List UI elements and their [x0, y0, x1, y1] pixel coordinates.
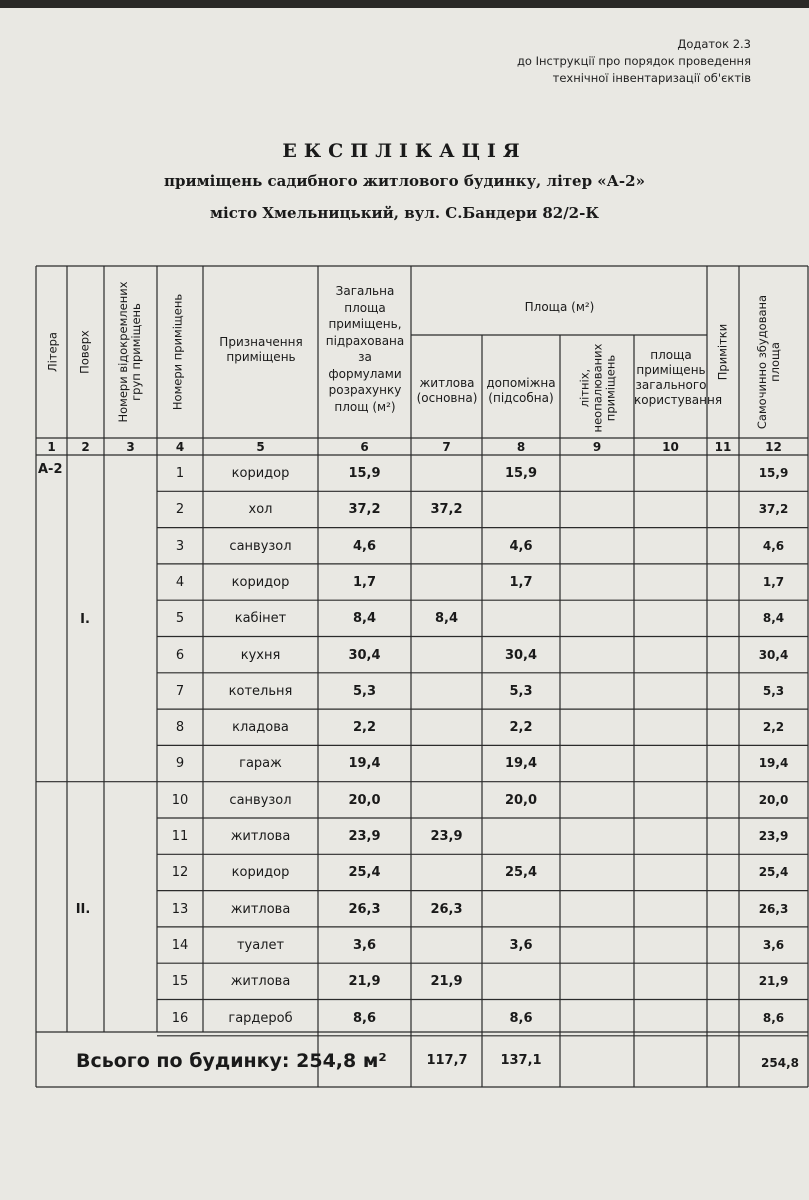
- room-self-built-area: 19,4: [758, 756, 789, 771]
- room-purpose: санвузол: [229, 792, 292, 808]
- header-notes: Примітки: [715, 323, 730, 381]
- room-purpose: житлова: [230, 829, 291, 844]
- room-total-area: 4,6: [352, 538, 377, 554]
- room-aux-area: 15,9: [504, 466, 538, 481]
- room-purpose: туалет: [236, 937, 285, 953]
- room-living-area: 23,9: [430, 829, 463, 844]
- room-number: 2: [175, 502, 185, 518]
- room-number: 7: [175, 683, 185, 699]
- room-total-area: 8,4: [352, 611, 377, 627]
- room-purpose: гараж: [239, 756, 282, 772]
- header-self-built: Самочинно збудована площа: [755, 294, 782, 430]
- room-purpose: коридор: [231, 466, 290, 481]
- room-total-area: 23,9: [348, 829, 381, 844]
- header-rooms: Номери приміщень: [170, 293, 185, 411]
- room-number: 16: [171, 1010, 189, 1026]
- room-number: 1: [175, 466, 185, 481]
- header-area-group: Площа (м²): [524, 300, 595, 314]
- column-number: 10: [662, 440, 679, 454]
- column-number: 6: [360, 440, 369, 454]
- litera-value: А-2: [38, 462, 63, 477]
- total-living: 117,7: [426, 1053, 468, 1068]
- header-purpose: Призначення приміщень: [219, 335, 303, 364]
- room-self-built-area: 21,9: [758, 974, 789, 989]
- room-number: 12: [171, 865, 189, 881]
- room-total-area: 20,0: [348, 792, 381, 808]
- column-number: 2: [81, 440, 90, 454]
- room-number: 13: [171, 901, 189, 917]
- room-self-built-area: 23,9: [758, 829, 789, 843]
- room-purpose: кладова: [232, 720, 289, 736]
- room-self-built-area: 1,7: [762, 574, 785, 589]
- room-purpose: кухня: [240, 647, 281, 663]
- room-total-area: 26,3: [348, 901, 381, 917]
- room-self-built-area: 8,6: [762, 1010, 785, 1025]
- room-number: 11: [171, 829, 189, 844]
- column-number: 5: [256, 440, 265, 454]
- column-number: 12: [765, 440, 782, 454]
- room-purpose: кабінет: [234, 611, 287, 627]
- room-purpose: гардероб: [228, 1010, 293, 1026]
- room-aux-area: 25,4: [504, 865, 538, 881]
- header-auxiliary: допоміжна (підсобна): [486, 376, 556, 405]
- total-label: Всього по будинку: 254,8 м²: [76, 1050, 387, 1072]
- room-living-area: 26,3: [430, 901, 463, 917]
- header-groups: Номери відокремлених груп приміщень: [116, 281, 143, 423]
- room-aux-area: 3,6: [509, 937, 533, 953]
- room-aux-area: 19,4: [504, 756, 538, 772]
- room-self-built-area: 20,0: [758, 792, 789, 807]
- room-total-area: 25,4: [348, 865, 381, 881]
- room-aux-area: 30,4: [504, 647, 538, 663]
- room-total-area: 3,6: [352, 937, 377, 953]
- room-self-built-area: 37,2: [758, 502, 789, 517]
- floor-1-label: I.: [80, 612, 90, 627]
- room-aux-area: 5,3: [509, 683, 533, 699]
- room-number: 3: [175, 538, 185, 554]
- room-aux-area: 8,6: [509, 1010, 533, 1026]
- room-purpose: котельня: [228, 683, 293, 699]
- header-total-area: Загальна площа приміщень, підрахована за формулами розрахунку площ (м²): [325, 284, 405, 414]
- room-aux-area: 1,7: [509, 574, 533, 590]
- room-purpose: коридор: [231, 574, 290, 590]
- column-number: 4: [175, 440, 185, 454]
- column-number: 1: [47, 440, 56, 454]
- room-number: 15: [171, 974, 189, 990]
- room-total-area: 5,3: [352, 683, 377, 699]
- document-title: ЕКСПЛІКАЦІЯ: [282, 140, 527, 162]
- room-purpose: житлова: [230, 901, 291, 917]
- room-total-area: 1,7: [352, 574, 377, 590]
- room-total-area: 37,2: [348, 502, 381, 518]
- room-total-area: 2,2: [352, 720, 377, 736]
- room-living-area: 37,2: [430, 502, 463, 518]
- room-living-area: 8,4: [434, 611, 459, 627]
- room-self-built-area: 8,4: [762, 611, 785, 626]
- room-self-built-area: 2,2: [762, 720, 785, 735]
- room-purpose: коридор: [231, 865, 290, 881]
- room-self-built-area: 15,9: [758, 466, 789, 480]
- header-summer: літніх, неопалюваних приміщень: [577, 343, 618, 433]
- appendix-line-3: технічної інвентаризації об'єктів: [552, 71, 751, 85]
- floor-2-label: II.: [75, 902, 91, 917]
- room-self-built-area: 30,4: [758, 647, 789, 662]
- room-number: 9: [175, 756, 185, 772]
- column-number: 11: [714, 440, 732, 454]
- header-poverkh: Поверх: [77, 330, 92, 374]
- header-living: житлова (основна): [416, 376, 478, 405]
- room-number: 14: [171, 937, 189, 953]
- room-self-built-area: 25,4: [758, 865, 789, 880]
- room-total-area: 19,4: [348, 756, 381, 772]
- room-number: 4: [175, 574, 185, 590]
- column-number: 3: [126, 440, 135, 454]
- appendix-line-2: до Інструкції про порядок проведення: [516, 54, 751, 68]
- room-purpose: хол: [248, 502, 273, 518]
- room-living-area: 21,9: [430, 974, 463, 990]
- appendix-line-1: Додаток 2.3: [677, 37, 751, 51]
- room-aux-area: 4,6: [509, 538, 533, 554]
- room-purpose: житлова: [230, 974, 291, 990]
- total-auxiliary: 137,1: [500, 1053, 542, 1068]
- column-number: 9: [592, 440, 602, 454]
- room-total-area: 30,4: [348, 647, 381, 663]
- room-self-built-area: 26,3: [758, 901, 789, 916]
- room-aux-area: 20,0: [504, 792, 538, 808]
- room-total-area: 21,9: [348, 974, 381, 990]
- room-total-area: 15,9: [348, 466, 381, 481]
- room-number: 5: [175, 611, 185, 627]
- header-litera: Літера: [45, 332, 60, 372]
- document-address: місто Хмельницький, вул. С.Бандери 82/2-К: [209, 204, 599, 222]
- total-self-built: 254,8: [761, 1056, 799, 1070]
- column-number: 8: [516, 440, 526, 454]
- room-self-built-area: 3,6: [762, 937, 785, 952]
- room-self-built-area: 4,6: [762, 538, 785, 553]
- room-total-area: 8,6: [352, 1010, 377, 1026]
- room-self-built-area: 5,3: [762, 683, 785, 698]
- header-common: площа приміщень загального користування: [634, 348, 723, 407]
- room-number: 6: [175, 647, 185, 663]
- room-number: 10: [171, 792, 189, 808]
- room-aux-area: 2,2: [509, 720, 533, 736]
- room-purpose: санвузол: [229, 538, 292, 554]
- column-number: 7: [442, 440, 451, 454]
- room-number: 8: [175, 720, 185, 736]
- document-subtitle: приміщень садибного житлового будинку, літер «А-2»: [164, 172, 645, 190]
